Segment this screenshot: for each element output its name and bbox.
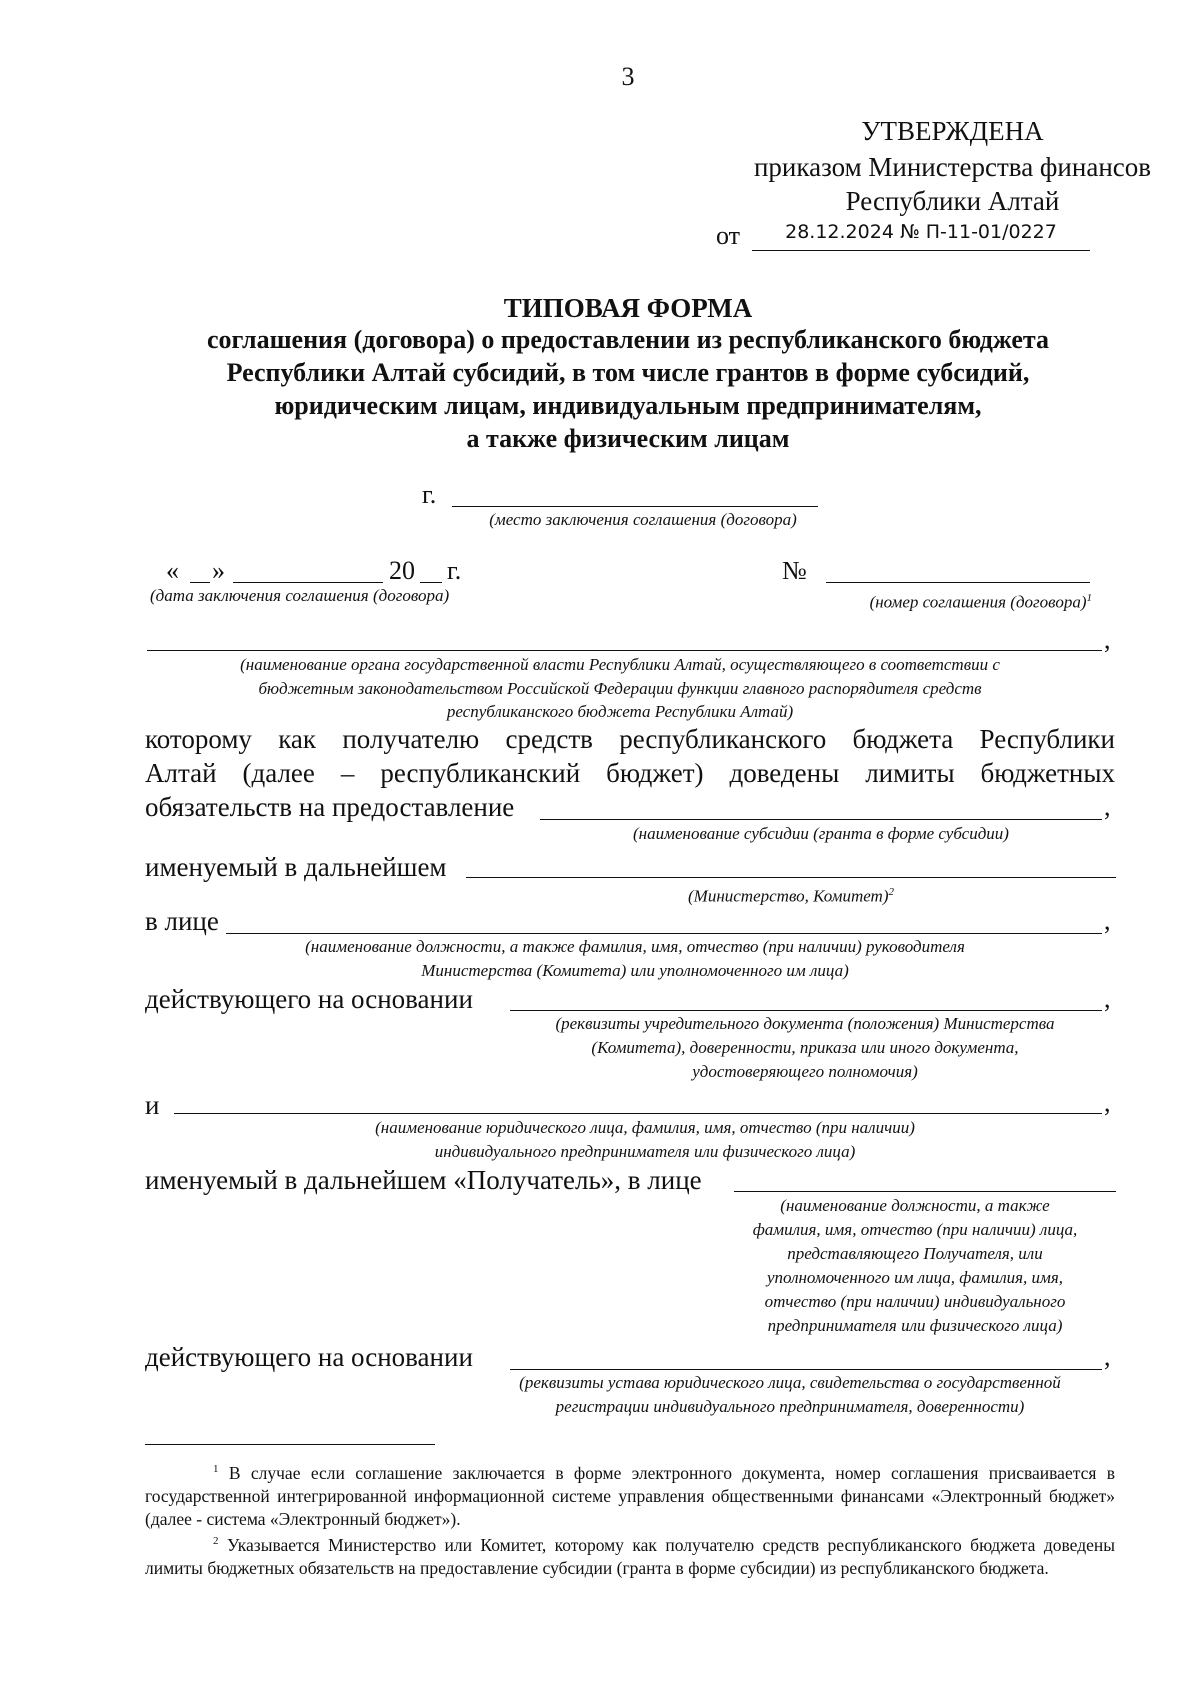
footnote-1-text: В случае если соглашение заключается в форме электронного документа, номер соглашения присваивается в государственной интегрированной информационной системе управления общественными финансами «Электронный бюджет» (далее - система «Электронный бюджет»). bbox=[145, 1462, 1116, 1529]
approval-date-underline bbox=[752, 250, 1090, 251]
acting2-caption-1: (реквизиты устава юридического лица, свидетельства о государственной bbox=[519, 1373, 1061, 1392]
named-footnote-ref: 2 bbox=[888, 886, 894, 898]
date-year-prefix: 20 bbox=[389, 556, 415, 585]
footnote-1-mark: 1 bbox=[213, 1463, 219, 1475]
recipient-caption-4: уполномоченного им лица, фамилия, имя, bbox=[766, 1268, 1064, 1287]
approval-title: УТВЕРЖДЕНА bbox=[861, 116, 1044, 146]
and-caption-1: (наименование юридического лица, фамилия, имя, отчество (при наличии) bbox=[375, 1118, 915, 1137]
named-caption bbox=[466, 880, 1116, 909]
place-prefix: г. bbox=[422, 480, 437, 509]
place-blank bbox=[452, 506, 818, 507]
approval-date-number: 28.12.2024 № П-11-01/0227 bbox=[785, 221, 1057, 243]
paragraph-line-1 bbox=[145, 722, 1115, 756]
in-person-label: в лице bbox=[145, 906, 219, 936]
recipient-caption-3: представляющего Получателя, или bbox=[787, 1244, 1043, 1263]
acting1-caption-1: (реквизиты учредительного документа (положения) Министерства bbox=[555, 1014, 1055, 1033]
in-person-caption-1: (наименование должности, а также фамилия, имя, отчество (при наличии) руководителя bbox=[305, 937, 965, 956]
subsidy-caption: (наименование субсидии (гранта в форме субсидии) bbox=[633, 824, 1009, 843]
and-label: и bbox=[145, 1090, 160, 1120]
acting1-caption-2: (Комитета), доверенности, приказа или иного документа, bbox=[591, 1038, 1019, 1057]
date-day-blank bbox=[190, 582, 210, 583]
date-close-quote: » bbox=[212, 556, 225, 585]
acting2-caption-2: регистрации индивидуального предпринимателя, доверенности) bbox=[555, 1397, 1025, 1416]
acting1-label: действующего на основании bbox=[145, 984, 473, 1014]
date-caption: (дата заключения соглашения (договора) bbox=[150, 586, 450, 605]
date-month-blank bbox=[233, 582, 383, 583]
recipient-caption-2: фамилия, имя, отчество (при наличии) лица, bbox=[752, 1220, 1078, 1239]
date-year-blank bbox=[420, 582, 442, 583]
place-caption: (место заключения соглашения (договора) bbox=[489, 510, 797, 529]
organ-caption-3: республиканского бюджета Республики Алтай) bbox=[446, 702, 794, 721]
approval-line2: Республики Алтай bbox=[845, 186, 1060, 216]
acting2-blank bbox=[510, 1369, 1102, 1370]
named-caption-text: (Министерство, Комитет) bbox=[688, 886, 889, 906]
footnote-2-text: Указывается Министерство или Комитет, которому как получателю средств республиканского бюджета доведены лимиты бюджетных обязательств на предоставление субсидии (гранта в форме субсидии) из республиканского бюджета. bbox=[145, 1534, 1116, 1578]
number-footnote-ref: 1 bbox=[1086, 592, 1092, 604]
in-person-caption-2: Министерства (Комитета) или уполномоченного им лица) bbox=[421, 961, 849, 980]
recipient-blank bbox=[734, 1191, 1116, 1192]
recipient-caption-6: предпринимателя или физического лица) bbox=[767, 1316, 1063, 1335]
page-number: 3 bbox=[621, 62, 635, 91]
heading-title: ТИПОВАЯ ФОРМА bbox=[503, 293, 753, 323]
recipient-label: именуемый в дальнейшем «Получатель», в лице bbox=[145, 1165, 702, 1195]
named-label: именуемый в дальнейшем bbox=[145, 852, 447, 882]
heading-line-2: Республики Алтай субсидий, в том числе грантов в форме субсидий, bbox=[226, 358, 1030, 387]
organ-caption-2: бюджетным законодательством Российской Федерации функции главного распорядителя средств bbox=[258, 679, 982, 698]
in-person-comma: , bbox=[1104, 906, 1111, 935]
acting1-caption-3: удостоверяющего полномочия) bbox=[692, 1062, 918, 1081]
subsidy-blank bbox=[540, 819, 1102, 820]
number-blank bbox=[826, 582, 1090, 583]
heading-line-1: соглашения (договора) о предоставлении из республиканского бюджета bbox=[206, 325, 1050, 354]
heading-line-3: юридическим лицам, индивидуальным предпринимателям, bbox=[274, 391, 982, 420]
named-blank bbox=[466, 877, 1116, 878]
footnote-2-mark: 2 bbox=[213, 1535, 219, 1547]
approval-from-label: от bbox=[716, 221, 741, 250]
number-label: № bbox=[782, 556, 807, 585]
number-caption-text: (номер соглашения (договора) bbox=[869, 592, 1087, 612]
footnote-1 bbox=[145, 1458, 1115, 1531]
acting1-comma: , bbox=[1104, 984, 1111, 1013]
acting1-blank bbox=[510, 1010, 1102, 1011]
footnote-2 bbox=[145, 1530, 1115, 1580]
organ-caption-1: (наименование органа государственной власти Республики Алтай, осуществляющего в соответствии с bbox=[240, 655, 1000, 674]
organ-blank bbox=[147, 650, 1102, 651]
and-caption-2: индивидуального предпринимателя или физического лица) bbox=[434, 1142, 856, 1161]
footnote-separator bbox=[145, 1444, 435, 1445]
subsidy-comma: , bbox=[1104, 792, 1111, 821]
and-comma: , bbox=[1104, 1088, 1111, 1117]
organ-comma: , bbox=[1104, 625, 1111, 654]
acting2-label: действующего на основании bbox=[145, 1342, 473, 1372]
date-year-suffix: г. bbox=[447, 556, 462, 585]
recipient-caption-5: отчество (при наличии) индивидуального bbox=[764, 1292, 1066, 1311]
paragraph-line-1-text: которому как получателю средств республиканского бюджета Республики bbox=[145, 724, 1115, 754]
in-person-blank bbox=[226, 933, 1102, 934]
paragraph-line-3: обязательств на предоставление bbox=[145, 792, 515, 822]
approval-line1: приказом Министерства финансов bbox=[753, 152, 1151, 182]
acting2-comma: , bbox=[1104, 1342, 1111, 1371]
paragraph-line-2 bbox=[145, 756, 1115, 790]
paragraph-line-2-text: Алтай (далее – республиканский бюджет) доведены лимиты бюджетных bbox=[145, 758, 1115, 788]
heading-line-4: а также физическим лицам bbox=[466, 424, 790, 453]
and-blank bbox=[174, 1113, 1102, 1114]
number-caption bbox=[816, 586, 1092, 615]
date-open-quote: « bbox=[166, 556, 179, 585]
recipient-caption-1: (наименование должности, а также bbox=[780, 1196, 1050, 1215]
